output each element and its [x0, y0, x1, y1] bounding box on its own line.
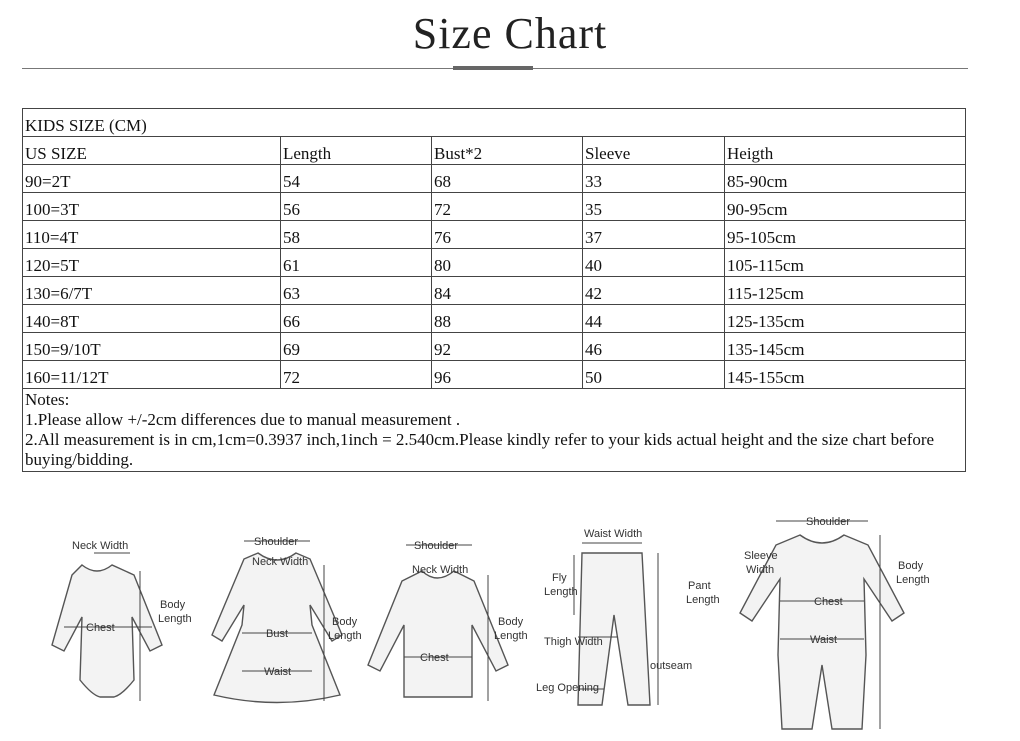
- cell-sleeve: 40: [583, 249, 725, 277]
- cell-size: 160=11/12T: [23, 361, 281, 389]
- cell-sleeve: 46: [583, 333, 725, 361]
- shirt-shape: [368, 571, 508, 697]
- cell-height: 115-125cm: [725, 277, 966, 305]
- shirt-body-label: Body: [498, 616, 524, 628]
- table-section-row: [23, 109, 966, 137]
- cell-sleeve: 42: [583, 277, 725, 305]
- page-title: Size Chart: [412, 9, 608, 58]
- cell-bust: 80: [432, 249, 583, 277]
- cell-length: 63: [281, 277, 432, 305]
- cell-sleeve: 35: [583, 193, 725, 221]
- romper-body-label: Body: [898, 560, 924, 572]
- cell-bust: 76: [432, 221, 583, 249]
- table-header-row: [23, 137, 966, 165]
- romper-waist-label: Waist: [810, 634, 838, 646]
- pants-diagram: [532, 505, 720, 741]
- header-us-size: US SIZE: [23, 137, 281, 165]
- pants-fly-label: Fly: [552, 572, 567, 584]
- cell-length: 66: [281, 305, 432, 333]
- cell-height: 125-135cm: [725, 305, 966, 333]
- romper-sleeve-label: Sleeve: [744, 550, 778, 562]
- cell-height: 95-105cm: [725, 221, 966, 249]
- cell-size: 130=6/7T: [23, 277, 281, 305]
- pants-thigh-width-label: Thigh Width: [544, 636, 603, 648]
- bodysuit-length-label: Length: [158, 613, 192, 625]
- romper-diagram: [712, 505, 942, 741]
- pants-leg-opening-label: Leg Opening: [536, 682, 599, 694]
- shirt-diagram: [362, 505, 542, 741]
- dress-bust-label: Bust: [266, 628, 289, 640]
- note-1: 1.Please allow +/-2cm differences due to manual measurement .: [25, 410, 461, 429]
- cell-length: 72: [281, 361, 432, 389]
- romper-chest-label: Chest: [814, 596, 843, 608]
- cell-sleeve: 37: [583, 221, 725, 249]
- cell-length: 61: [281, 249, 432, 277]
- notes-row: [23, 389, 966, 472]
- pants-pant-label: Pant: [688, 580, 711, 592]
- header-sleeve: Sleeve: [583, 137, 725, 165]
- measurement-diagrams: [22, 505, 972, 741]
- romper-length-label: Length: [896, 574, 930, 586]
- cell-bust: 88: [432, 305, 583, 333]
- dress-length-label: Length: [328, 630, 362, 642]
- pants-outseam-label: outseam: [650, 660, 693, 672]
- table-row: [23, 305, 966, 333]
- shirt-chest-label: Chest: [420, 652, 449, 664]
- section-label: KIDS SIZE (CM): [23, 109, 966, 137]
- table-row: [23, 249, 966, 277]
- table-row: [23, 193, 966, 221]
- header-bust: Bust*2: [432, 137, 583, 165]
- cell-sleeve: 33: [583, 165, 725, 193]
- cell-size: 110=4T: [23, 221, 281, 249]
- romper-width-label: Width: [746, 564, 775, 576]
- title-divider-accent: [453, 66, 533, 70]
- notes-title: Notes:: [25, 390, 70, 409]
- dress-diagram: [192, 505, 372, 741]
- romper-shoulder-label: Shoulder: [806, 516, 851, 528]
- cell-bust: 92: [432, 333, 583, 361]
- dress-body-label: Body: [332, 616, 358, 628]
- cell-bust: 84: [432, 277, 583, 305]
- table-row: [23, 361, 966, 389]
- cell-size: 140=8T: [23, 305, 281, 333]
- cell-size: 100=3T: [23, 193, 281, 221]
- cell-sleeve: 50: [583, 361, 725, 389]
- bodysuit-body-label: Body: [160, 599, 186, 611]
- cell-height: 85-90cm: [725, 165, 966, 193]
- shirt-neck-width-label: Neck Width: [412, 564, 469, 576]
- cell-height: 145-155cm: [725, 361, 966, 389]
- dress-waist-label: Waist: [264, 666, 292, 678]
- size-table: [22, 108, 966, 472]
- cell-bust: 96: [432, 361, 583, 389]
- bodysuit-diagram: [22, 505, 202, 741]
- cell-height: 105-115cm: [725, 249, 966, 277]
- cell-length: 58: [281, 221, 432, 249]
- cell-size: 120=5T: [23, 249, 281, 277]
- pants-waist-width-label: Waist Width: [584, 528, 643, 540]
- dress-neck-width-label: Neck Width: [252, 556, 309, 568]
- cell-length: 54: [281, 165, 432, 193]
- pants-length-label: Length: [686, 594, 720, 606]
- note-2: 2.All measurement is in cm,1cm=0.3937 inch,1inch = 2.540cm.Please kindly refer to your kids actual height and the size chart before buying/bidding.: [25, 430, 935, 469]
- cell-length: 69: [281, 333, 432, 361]
- table-row: [23, 277, 966, 305]
- bodysuit-chest-label: Chest: [86, 622, 115, 634]
- cell-bust: 72: [432, 193, 583, 221]
- table-row: [23, 221, 966, 249]
- cell-size: 150=9/10T: [23, 333, 281, 361]
- shirt-shoulder-label: Shoulder: [414, 540, 459, 552]
- shirt-length-label: Length: [494, 630, 528, 642]
- table-row: [23, 333, 966, 361]
- table-row: [23, 165, 966, 193]
- cell-length: 56: [281, 193, 432, 221]
- bodysuit-neck-width-label: Neck Width: [72, 540, 129, 552]
- cell-height: 135-145cm: [725, 333, 966, 361]
- notes-cell: [23, 389, 966, 472]
- cell-sleeve: 44: [583, 305, 725, 333]
- dress-shoulder-label: Shoulder: [254, 536, 299, 548]
- header-height: Heigth: [725, 137, 966, 165]
- cell-size: 90=2T: [23, 165, 281, 193]
- cell-height: 90-95cm: [725, 193, 966, 221]
- pants-fly-length-label: Length: [544, 586, 578, 598]
- header-length: Length: [281, 137, 432, 165]
- cell-bust: 68: [432, 165, 583, 193]
